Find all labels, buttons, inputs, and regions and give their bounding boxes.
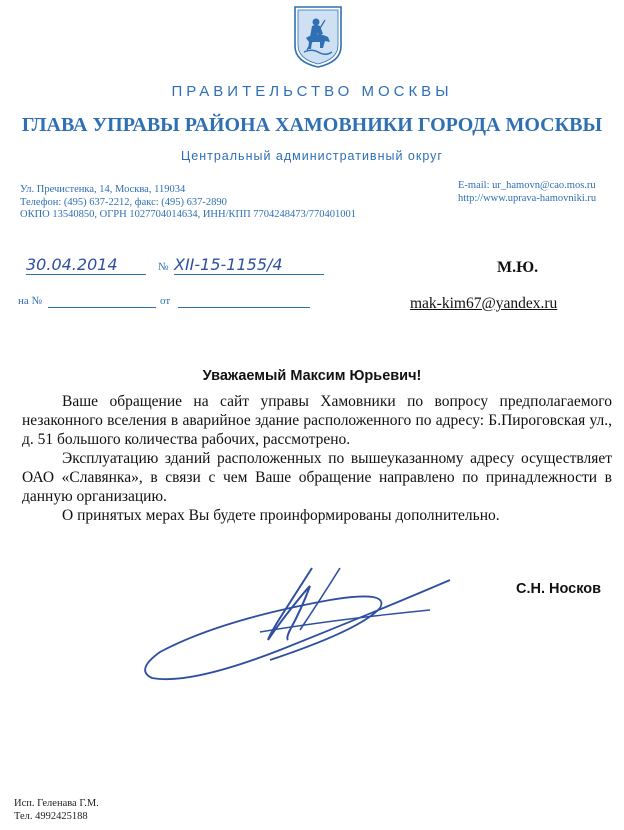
on-number-line xyxy=(48,307,156,308)
signature-icon xyxy=(130,560,470,700)
paragraph: О принятых мерах Вы будете проинформированы дополнительно. xyxy=(62,507,500,524)
paragraph: Эксплуатацию зданий расположенных по вышеуказанному адресу осуществляет ОАО «Славянка», в связи с чем Ваше обращение направлено по принадлежности в данную организацию. xyxy=(22,450,612,505)
web-line: http://www.uprava-hamovniki.ru xyxy=(458,192,597,204)
contact-block-right xyxy=(458,180,596,205)
from-line xyxy=(178,307,310,308)
email-line: E-mail: ur_hamovn@cao.mos.ru xyxy=(458,180,596,191)
executor-footer xyxy=(14,797,99,823)
government-title: ПРАВИТЕЛЬСТВО МОСКВЫ xyxy=(171,83,453,100)
registration-number: ХII-15-1155/4 xyxy=(174,255,324,275)
from-label: от xyxy=(160,295,171,307)
salutation: Уважаемый Максим Юрьевич! xyxy=(202,368,422,384)
address-line: Ул. Пречистенка, 14, Москва, 119034 xyxy=(20,184,186,195)
number-label: № xyxy=(158,261,169,273)
signatory-name: С.Н. Носков xyxy=(516,581,602,597)
on-number-label: на № xyxy=(18,295,43,307)
recipient-email: mak-kim67@yandex.ru xyxy=(410,295,558,312)
executor-name: Исп. Геленава Г.М. xyxy=(14,798,99,809)
registration-date: 30.04.2014 xyxy=(26,255,146,275)
recipient-name: М.Ю. xyxy=(497,259,539,276)
paragraph: Ваше обращение на сайт управы Хамовники по вопросу предполагаемого незаконного вселения в аварийное здание расположенного по адресу: Б.Пироговская ул., д. 51 большого количества рабочих, рассмотрено. xyxy=(22,393,612,448)
letter-body xyxy=(22,392,612,525)
registration-block xyxy=(18,255,338,315)
district-name: Центральный административный округ xyxy=(181,149,443,163)
executor-phone: Тел. 4992425188 xyxy=(14,811,88,822)
moscow-coat-of-arms-icon xyxy=(292,4,344,70)
head-title: ГЛАВА УПРАВЫ РАЙОНА ХАМОВНИКИ ГОРОДА МОСКВЫ xyxy=(21,114,603,136)
codes-line: ОКПО 13540850, ОГРН 1027704014634, ИНН/КПП 7704248473/770401001 xyxy=(20,209,356,220)
phone-line: Телефон: (495) 637-2212, факс: (495) 637-2890 xyxy=(20,196,227,208)
contact-block-left xyxy=(20,184,356,222)
